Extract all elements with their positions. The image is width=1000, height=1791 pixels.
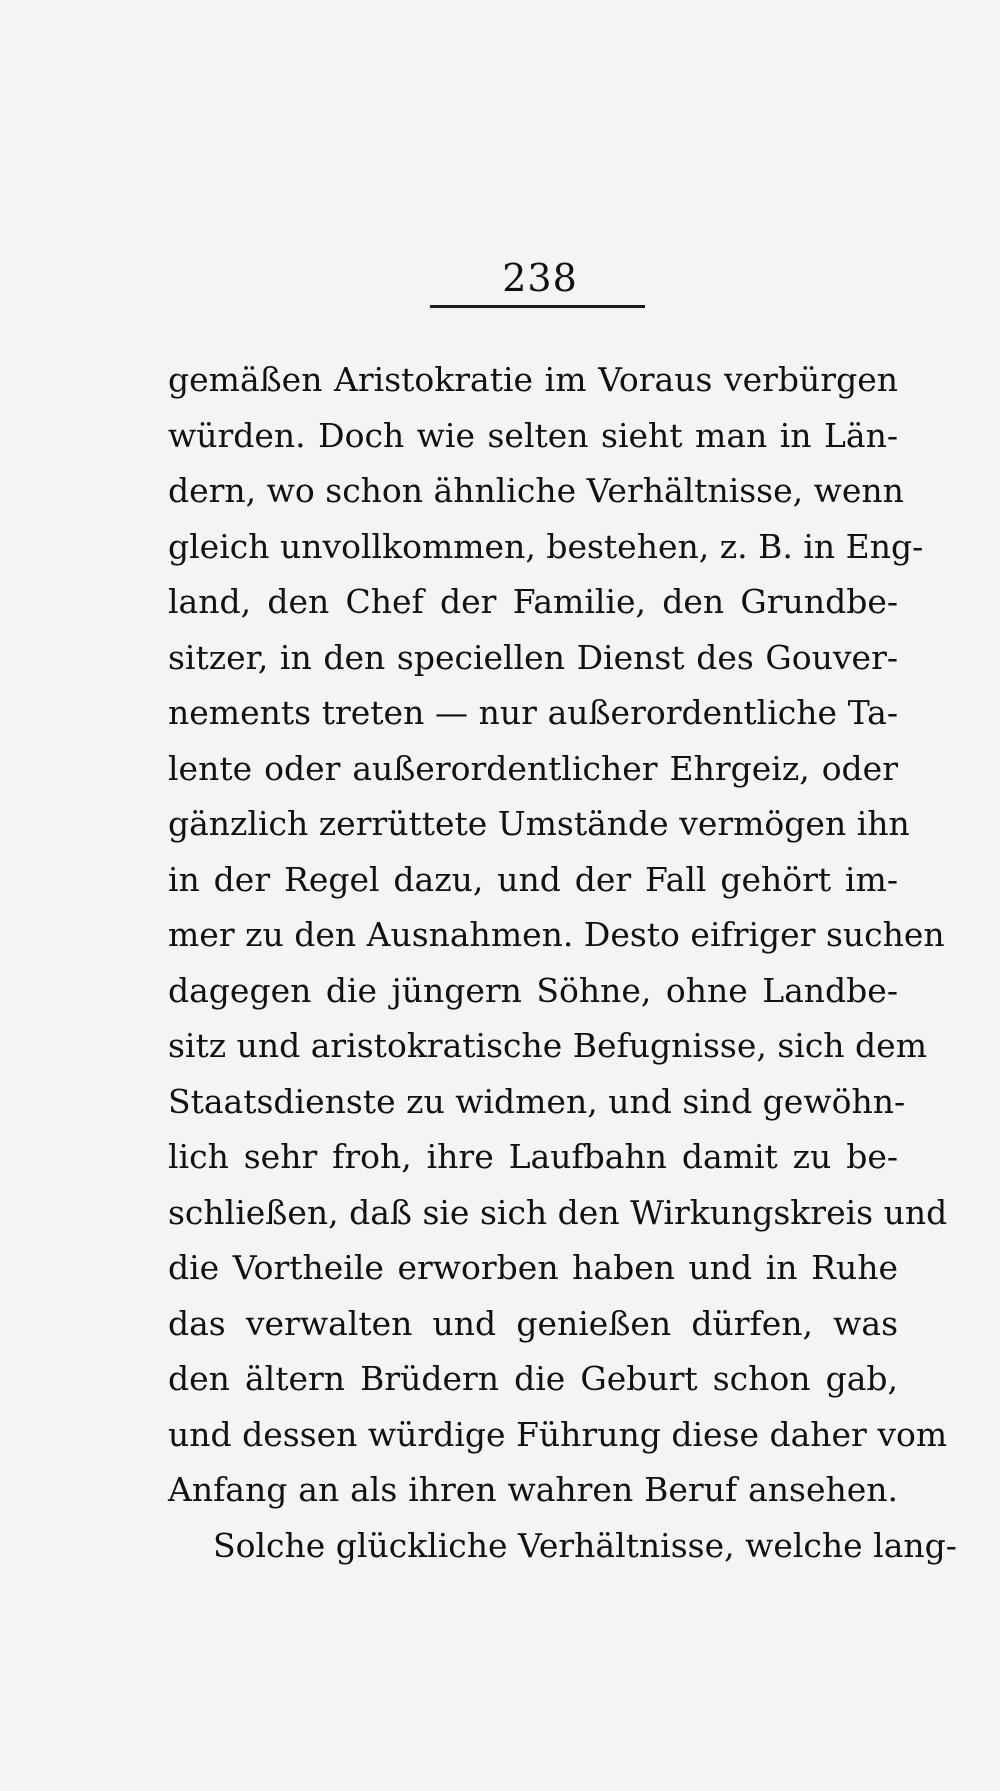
text-line: mer zu den Ausnahmen. Desto eifriger suchen [168, 915, 945, 954]
body-text [168, 352, 957, 1573]
text-line: sitzer, in den speciellen Dienst des Gouver- [168, 637, 898, 677]
header-rule [430, 305, 645, 308]
text-line: Staatsdienste zu widmen, und sind gewöhn- [168, 1081, 906, 1121]
text-line-indented: Solche glückliche Verhältnisse, welche lang- [213, 1525, 957, 1565]
text-line: und dessen würdige Führung diese daher vom [168, 1414, 948, 1454]
text-line: land, den Chef der Familie, den Grundbe- [168, 582, 898, 621]
text-line: das verwalten und genießen dürfen, was [168, 1303, 898, 1343]
text-line: gemäßen Aristokratie im Voraus verbürgen [168, 360, 898, 399]
text-line: den ältern Brüdern die Geburt schon gab, [168, 1359, 898, 1398]
text-line: gleich unvollkommen, bestehen, z. B. in Eng- [168, 526, 924, 566]
text-line: würden. Doch wie selten sieht man in Län- [168, 415, 898, 455]
text-line: die Vortheile erworben haben und in Ruhe [168, 1248, 898, 1287]
text-line: Anfang an als ihren wahren Beruf ansehen. [168, 1470, 898, 1509]
text-line: dern, wo schon ähnliche Verhältnisse, wenn [168, 471, 904, 510]
text-line: dagegen die jüngern Söhne, ohne Landbe- [168, 970, 898, 1010]
text-line: in der Regel dazu, und der Fall gehört im- [168, 859, 898, 899]
text-line: schließen, daß sie sich den Wirkungskreis und [168, 1192, 948, 1232]
text-line: lich sehr froh, ihre Laufbahn damit zu be- [168, 1137, 898, 1176]
page-number: 238 [502, 256, 578, 300]
text-line: gänzlich zerrüttete Umstände vermögen ihn [168, 804, 910, 843]
text-line: nements treten — nur außerordentliche Ta- [168, 693, 898, 732]
text-line: lente oder außerordentlicher Ehrgeiz, oder [168, 748, 898, 788]
text-line: sitz und aristokratische Befugnisse, sich dem [168, 1026, 927, 1065]
